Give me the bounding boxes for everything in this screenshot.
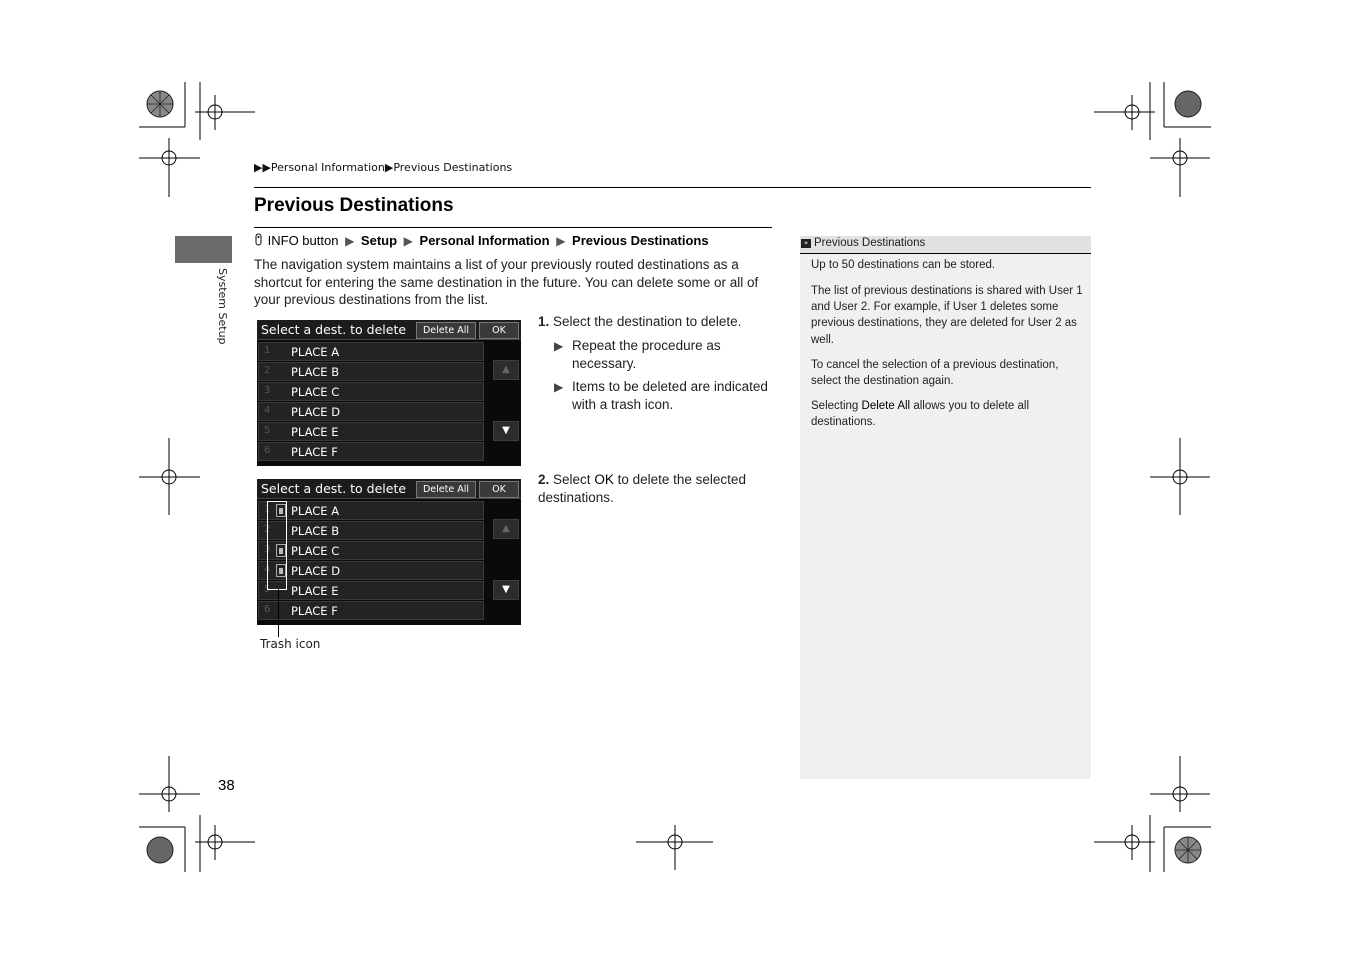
path-arrow: ▶ (345, 234, 355, 248)
note-delete-all-keyword: Delete All (861, 400, 911, 412)
row-number: 1 (264, 345, 271, 356)
row-number: 4 (264, 405, 271, 416)
note-paragraph: Up to 50 destinations can be stored. (811, 259, 996, 271)
step-text-pre: Select (553, 472, 591, 487)
list-item[interactable] (258, 601, 484, 620)
nav-screen-selected (257, 479, 521, 625)
ok-button[interactable]: OK (479, 481, 519, 498)
row-label: PLACE C (291, 385, 340, 399)
step-2 (538, 471, 773, 507)
path-previous-destinations: Previous Destinations (572, 233, 709, 248)
list-item[interactable] (258, 501, 484, 520)
list-item[interactable] (258, 581, 484, 600)
row-number: 4 (264, 564, 271, 575)
row-number: 5 (264, 425, 271, 436)
path-arrow: ▶ (556, 234, 566, 248)
row-label: PLACE B (291, 524, 340, 538)
screen-title: Select a dest. to delete (261, 322, 407, 337)
row-number: 2 (264, 524, 271, 535)
row-label: PLACE E (291, 425, 339, 439)
step-1-note-1 (554, 337, 774, 375)
row-label: PLACE E (291, 584, 339, 598)
path-start: INFO button (267, 233, 339, 248)
note-paragraph: To cancel the selection of a previous destination, select the destination again. (811, 359, 1059, 388)
row-number: 3 (264, 544, 271, 555)
nav-screen-select (257, 320, 521, 466)
list-item[interactable] (258, 362, 484, 381)
step-1-note-2 (554, 378, 774, 416)
intro-paragraph: The navigation system maintains a list of your previously routed destinations as a shortcut for entering the same destination in the future. You can delete some or all of your previous destinations from the list. (254, 257, 759, 307)
title-rule (254, 227, 772, 228)
ok-button[interactable]: OK (479, 322, 519, 339)
list-item[interactable] (258, 561, 484, 580)
note-arrow: ▶ (554, 339, 564, 353)
note-paragraph (811, 398, 1083, 430)
row-label: PLACE B (291, 365, 340, 379)
breadcrumb-section: Personal Information (270, 161, 385, 174)
row-label: PLACE D (291, 405, 341, 419)
section-tab-marker (175, 236, 232, 263)
list-item[interactable] (258, 541, 484, 560)
row-label: PLACE F (291, 604, 338, 618)
row-label: PLACE D (291, 564, 341, 578)
step-text-post: to delete the selected destinations. (538, 472, 746, 505)
screen-title: Select a dest. to delete (261, 481, 407, 496)
path-arrow: ▶ (403, 234, 413, 248)
breadcrumb-separator: ▶ (384, 161, 394, 174)
breadcrumb-arrows: ▶▶ (254, 161, 271, 174)
delete-all-button[interactable]: Delete All (416, 481, 476, 498)
page-number: 38 (218, 777, 235, 794)
step-ok-keyword: OK (594, 472, 614, 487)
callout-leader-line (278, 589, 279, 637)
scroll-down-button[interactable]: ▼ (493, 421, 519, 441)
note-paragraph: The list of previous destinations is shared with User 1 and User 2. For example, if User 1 deletes some previous destinations, they are deleted for User 2 as well. (811, 285, 1083, 346)
breadcrumb-page: Previous Destinations (393, 161, 513, 174)
row-label: PLACE A (291, 504, 340, 518)
list-item[interactable] (258, 521, 484, 540)
note-heading: Previous Destinations (814, 237, 926, 249)
row-label: PLACE C (291, 544, 340, 558)
path-personal-information: Personal Information (419, 233, 550, 248)
screen-header (257, 320, 521, 340)
screen-header (257, 479, 521, 499)
page-title: Previous Destinations (254, 195, 454, 216)
step-number: 1. (538, 314, 550, 329)
row-label: PLACE F (291, 445, 338, 459)
reference-icon: » (801, 239, 811, 248)
scroll-up-button[interactable]: ▲ (493, 360, 519, 380)
row-number: 6 (264, 445, 271, 456)
note-text-post: allows you to delete all destinations. (811, 400, 1030, 429)
row-number: 2 (264, 365, 271, 376)
note-text: Items to be deleted are indicated with a trash icon. (572, 379, 768, 412)
step-1 (538, 313, 773, 331)
trash-icon-caption: Trash icon (260, 637, 321, 651)
trash-icon-callout-box (267, 501, 287, 590)
list-item[interactable] (258, 442, 484, 461)
row-number: 3 (264, 385, 271, 396)
path-setup: Setup (360, 233, 398, 248)
info-button-icon (254, 233, 264, 246)
step-text: Select the destination to delete. (553, 314, 742, 329)
header-rule (254, 187, 1091, 188)
menu-path (254, 233, 709, 248)
section-tab-label: System Setup (216, 268, 229, 345)
list-item[interactable] (258, 402, 484, 421)
row-number: 6 (264, 604, 271, 615)
row-number: 1 (264, 504, 271, 515)
list-item[interactable] (258, 382, 484, 401)
note-header (800, 236, 1091, 254)
side-note-panel (800, 236, 1091, 779)
list-item[interactable] (258, 422, 484, 441)
step-number: 2. (538, 472, 550, 487)
scroll-down-button[interactable]: ▼ (493, 580, 519, 600)
note-text: Repeat the procedure as necessary. (572, 338, 721, 371)
note-text-pre: Selecting (811, 400, 859, 412)
breadcrumb (254, 161, 512, 174)
delete-all-button[interactable]: Delete All (416, 322, 476, 339)
row-number: 5 (264, 584, 271, 595)
list-item[interactable] (258, 342, 484, 361)
row-label: PLACE A (291, 345, 340, 359)
note-arrow: ▶ (554, 380, 564, 394)
scroll-up-button[interactable]: ▲ (493, 519, 519, 539)
